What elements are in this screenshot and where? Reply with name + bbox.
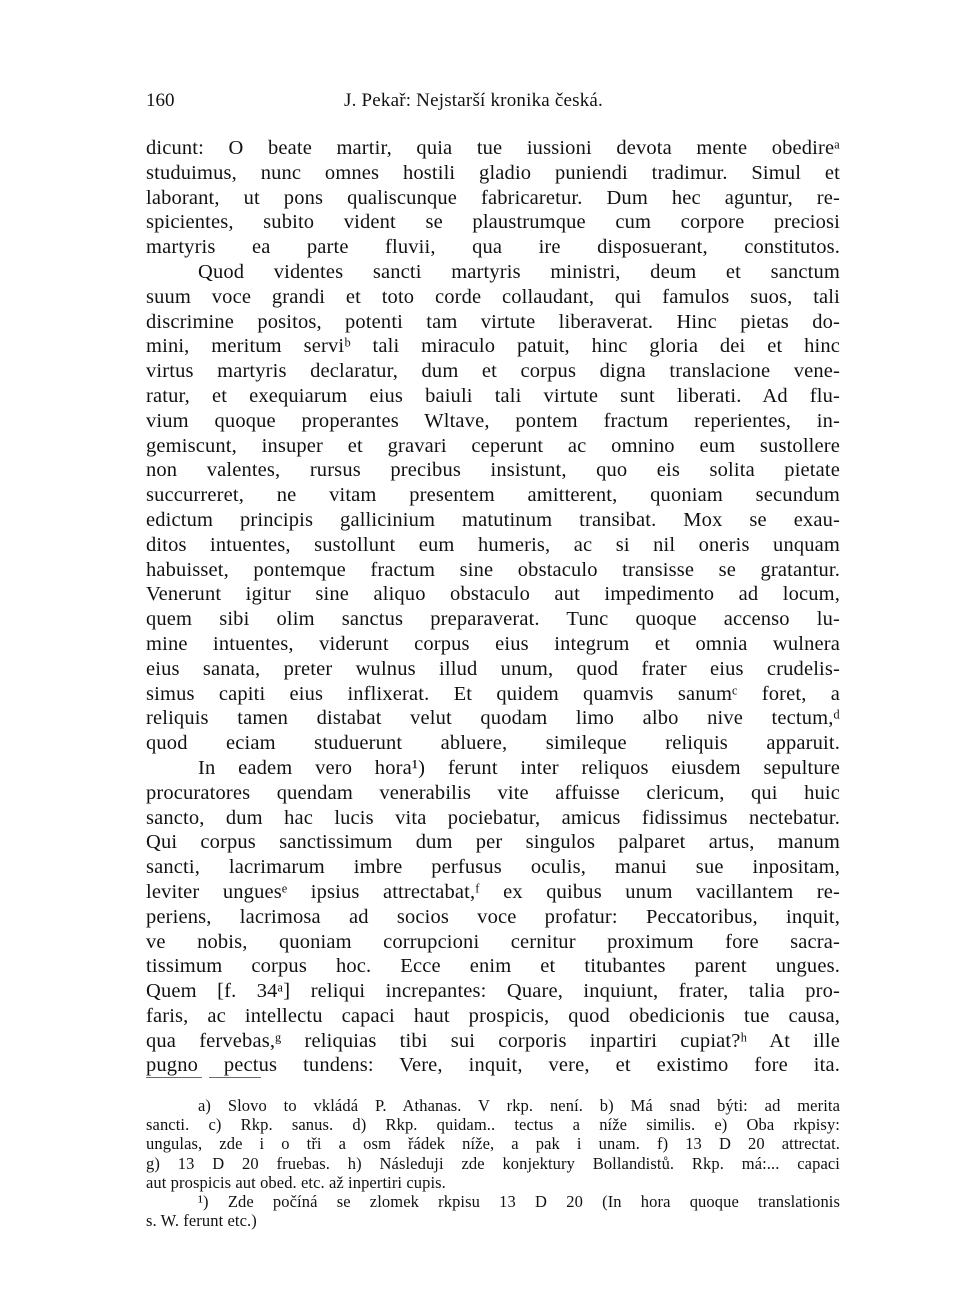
footnote-line-2: sancti. c) Rkp. sanus. d) Rkp. quidam.. tectus a níže similis. e) Oba rkpisy: (146, 1115, 840, 1135)
text-line-29: Qui corpus sanctissimum dum per singulos palparet artus, manum (146, 831, 840, 854)
text-line-18: habuisset, pontemque fractum sine obstaculo transisse se gratantur. (146, 558, 840, 581)
running-header (146, 88, 840, 114)
text-line-6: Quod videntes sancti martyris ministri, deum et sanctum (198, 260, 840, 283)
text-line-25: quod eciam studuerunt abluere, simileque reliquis apparuit. (146, 732, 840, 755)
text-line-8: discrimine positos, potenti tam virtute liberaverat. Hinc pietas do- (146, 310, 840, 333)
footnote-line-3: ungulas, zde i o tři a osm řádek níže, a pak i unam. f) 13 D 20 attrectat. (146, 1134, 840, 1154)
text-line-27: procuratores quendam venerabilis vite affuisse clericum, qui huic (146, 781, 840, 804)
footnote-line-4: g) 13 D 20 fruebas. h) Následuji zde konjektury Bollandistů. Rkp. má:... capaci (146, 1153, 840, 1173)
text-line-33: ve nobis, quoniam corrupcioni cernitur proximum fore sacra- (146, 930, 840, 953)
text-line-7: suum voce grandi et toto corde collaudant, qui famulos suos, tali (146, 285, 840, 308)
footnote-line-1: a) Slovo to vkládá P. Athanas. V rkp. není. b) Má snad býti: ad merita (198, 1096, 840, 1115)
footnotes-block (146, 1096, 840, 1230)
footnote-line-5: aut prospicis aut obed. etc. až inpertiri cupis. (146, 1172, 446, 1192)
text-line-38: pugno pectus tundens: Vere, inquit, vere, et existimo fore ita. (146, 1054, 840, 1077)
text-line-34: tissimum corpus hoc. Ecce enim et titubantes parent ungues. (146, 955, 840, 978)
text-line-17: ditos intuentes, sustollunt eum humeris, ac si nil oneris unquam (146, 533, 840, 556)
text-line-20: quem sibi olim sanctus preparaverat. Tunc quoque accenso lu- (146, 608, 840, 631)
text-line-5: martyris ea parte fluvii, qua ire disposuerant, constitutos. (146, 236, 840, 259)
text-line-21: mine intuentes, viderunt corpus eius integrum et omnia wulnera (146, 632, 840, 655)
text-line-9: mini, meritum serviᵇ tali miraculo patuit, hinc gloria dei et hinc (146, 335, 840, 358)
text-line-30: sancti, lacrimarum imbre perfusus oculis, manui sue inpositam, (146, 856, 840, 879)
text-line-11: ratur, et exequiarum eius baiuli tali virtute sunt liberati. Ad flu- (146, 384, 840, 407)
text-line-14: non valentes, rursus precibus insistunt, quo eis solita pietate (146, 459, 840, 482)
text-line-22: eius sanata, preter wulnus illud unum, quod frater eius crudelis- (146, 657, 840, 680)
page-number: 160 (146, 90, 175, 111)
text-line-35: Quem [f. 34ᵃ] reliqui increpantes: Quare, inquiunt, frater, talia pro- (146, 980, 840, 1003)
main-text-block (146, 136, 840, 1078)
text-line-37: qua fervebas,ᵍ reliquias tibi sui corporis inpartiri cupiat?ʰ At ille (146, 1029, 840, 1052)
footnote-line-6: ¹) Zde počíná se zlomek rkpisu 13 D 20 (In hora quoque translationis (198, 1191, 840, 1211)
text-line-12: vium quoque properantes Wltave, pontem fractum reperientes, in- (146, 409, 840, 432)
footnote-line-7: s. W. ferunt etc.) (146, 1211, 257, 1231)
text-line-32: periens, lacrimosa ad socios voce profatur: Peccatoribus, inquit, (146, 905, 840, 928)
text-line-31: leviter unguesᵉ ipsius attrectabat,ᶠ ex quibus unum vacillantem re- (146, 880, 840, 903)
text-line-2: studuimus, nunc omnes hostili gladio puniendi tradimur. Simul et (146, 161, 840, 184)
footnote-divider (146, 1077, 261, 1079)
text-line-24: reliquis tamen distabat velut quodam limo albo nive tectum,ᵈ (146, 707, 840, 730)
running-title: J. Pekař: Nejstarší kronika česká. (344, 90, 604, 111)
text-line-16: edictum principis gallicinium matutinum transibat. Mox se exau- (146, 508, 840, 531)
text-line-28: sancto, dum hac lucis vita pociebatur, amicus fidissimus nectebatur. (146, 806, 840, 829)
text-line-23: simus capiti eius inflixerat. Et quidem quamvis sanumᶜ foret, a (146, 682, 840, 705)
text-line-10: virtus martyris declaratur, dum et corpus digna translacione vene- (146, 360, 840, 383)
text-line-19: Venerunt igitur sine aliquo obstaculo aut impedimento ad locum, (146, 583, 840, 606)
text-line-3: laborant, ut pons qualiscunque fabricaretur. Dum hec aguntur, re- (146, 186, 840, 209)
text-line-13: gemiscunt, insuper et gravari ceperunt ac omnino eum sustollere (146, 434, 840, 457)
text-line-36: faris, ac intellectu capaci haut prospicis, quod obedicionis tue causa, (146, 1004, 840, 1027)
text-line-15: succurreret, ne vitam presentem amitterent, quoniam secundum (146, 484, 840, 507)
text-line-4: spicientes, subito vident se plaustrumque cum corpore preciosi (146, 211, 840, 234)
text-line-26: In eadem vero hora¹) ferunt inter reliquos eiusdem sepulture (198, 756, 840, 779)
text-line-1: dicunt: O beate martir, quia tue iussioni devota mente obedireᵃ (146, 137, 840, 159)
